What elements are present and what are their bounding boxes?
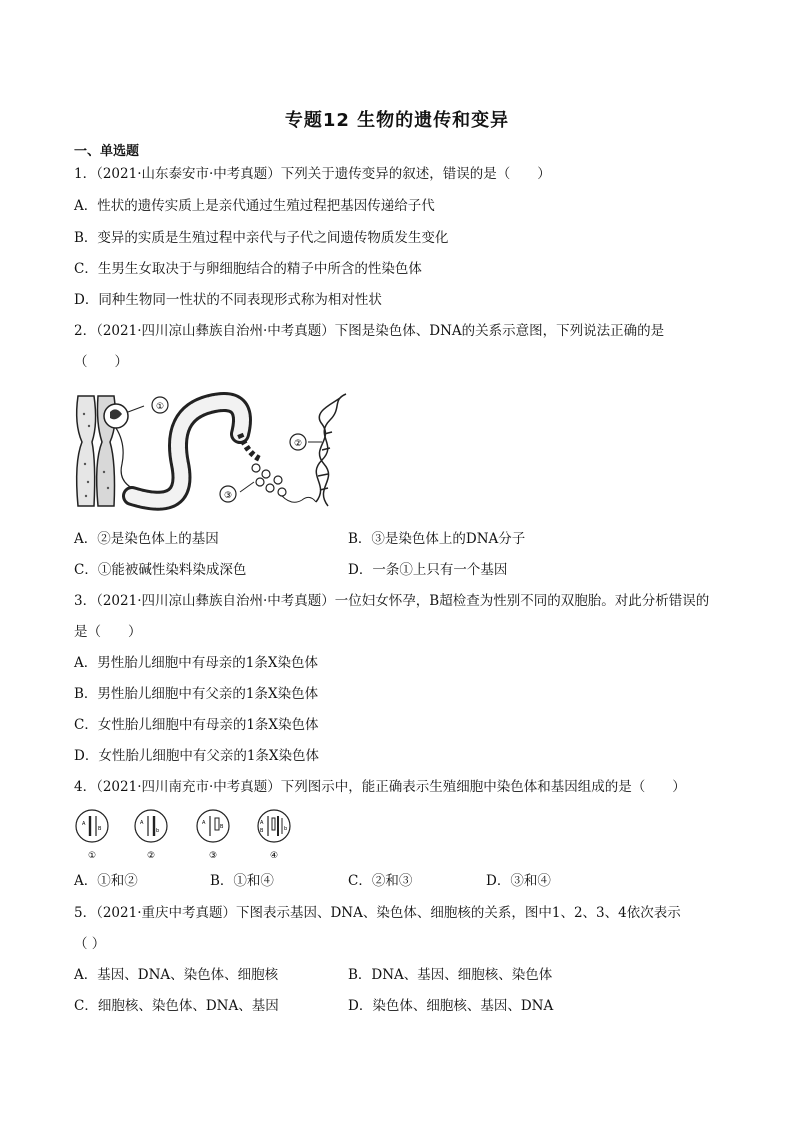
label-1: ① <box>155 402 165 412</box>
cell-diagrams <box>70 806 310 862</box>
cell-1-label: ① <box>87 851 97 861</box>
dna-double-helix <box>316 394 346 506</box>
q5-option-a: A．基因、DNA、染色体、细胞核 <box>74 967 279 983</box>
label-2: ② <box>293 439 303 449</box>
cell-4-label: ④ <box>269 851 279 861</box>
q5-option-c: C．细胞核、染色体、DNA、基因 <box>74 998 279 1014</box>
q1-option-c: C．生男生女取决于与卵细胞结合的精子中所含的性染色体 <box>74 261 422 277</box>
cell-3-label: ③ <box>208 851 218 861</box>
section-heading: 一、单选题 <box>74 144 140 159</box>
cell-1 <box>76 810 108 861</box>
cell-3-gene-b: B <box>220 824 224 830</box>
q1-option-a: A．性状的遗传实质上是亲代通过生殖过程把基因传递给子代 <box>74 198 435 214</box>
q3-option-a: A．男性胎儿细胞中有母亲的1条X染色体 <box>74 655 318 671</box>
cell-2-gene-a: A <box>140 820 144 826</box>
cell-4 <box>258 810 290 861</box>
q3-option-c: C．女性胎儿细胞中有母亲的1条X染色体 <box>74 717 319 733</box>
cell-3 <box>197 810 229 861</box>
q3-option-d: D．女性胎儿细胞中有父亲的1条X染色体 <box>74 748 320 764</box>
q2-option-c: C．①能被碱性染料染成深色 <box>74 562 247 578</box>
q2-option-a: A．②是染色体上的基因 <box>74 531 219 547</box>
q3-stem: 3．（2021·四川凉山彝族自治州·中考真题）一位妇女怀孕，B超检查为性别不同的双胞胎。对此分析错误的 <box>74 593 710 609</box>
q2-option-b: B．③是染色体上的DNA分子 <box>348 531 526 547</box>
cell-1-gene-a: A <box>82 821 86 827</box>
q5-option-b: B．DNA、基因、细胞核、染色体 <box>348 967 553 983</box>
nucleosome-beads <box>252 464 286 496</box>
q3-stem-cont: 是（ ） <box>74 624 142 640</box>
q5-stem: 5．（2021·重庆中考真题）下图表示基因、DNA、染色体、细胞核的关系，图中1、2、3、4依次表示 <box>74 905 681 921</box>
q4-stem: 4．（2021·四川南充市·中考真题）下列图示中，能正确表示生殖细胞中染色体和基因组成的是（ ） <box>74 779 686 795</box>
cell-4-gene-b: B <box>260 828 264 834</box>
q4-option-d: D．③和④ <box>486 873 551 889</box>
cell-2 <box>135 810 167 861</box>
q4-option-b: B．①和④ <box>210 873 274 889</box>
q4-option-a: A．①和② <box>74 873 138 889</box>
cell-1-gene-b: B <box>98 826 102 832</box>
q5-option-d: D．染色体、细胞核、基因、DNA <box>348 998 554 1014</box>
q2-stem-paren: （ ） <box>74 354 128 370</box>
chromosome-dna-diagram <box>70 384 370 519</box>
coiled-chromatin <box>132 402 260 501</box>
q2-option-d: D．一条①上只有一个基因 <box>348 562 508 578</box>
q2-stem: 2．（2021·四川凉山彝族自治州·中考真题）下图是染色体、DNA的关系示意图，下列说法正确的是 <box>74 323 665 339</box>
cell-4-gene-a: A <box>260 820 264 826</box>
cell-2-label: ② <box>146 851 156 861</box>
q1-stem: 1．（2021·山东泰安市·中考真题）下列关于遗传变异的叙述，错误的是（ ） <box>74 166 551 182</box>
cell-3-gene-a: A <box>202 820 206 826</box>
q3-option-b: B．男性胎儿细胞中有父亲的1条X染色体 <box>74 686 319 702</box>
q4-option-c: C．②和③ <box>348 873 413 889</box>
label-3: ③ <box>223 491 233 501</box>
cell-4-gene-c: b <box>284 826 288 832</box>
page-title: 专题12 生物的遗传和变异 <box>284 110 510 131</box>
cell-2-gene-b: b <box>156 828 160 834</box>
q1-option-d: D．同种生物同一性状的不同表现形式称为相对性状 <box>74 292 382 308</box>
q1-option-b: B．变异的实质是生殖过程中亲代与子代之间遗传物质发生变化 <box>74 230 449 246</box>
q5-stem-paren: （ ） <box>74 936 106 952</box>
